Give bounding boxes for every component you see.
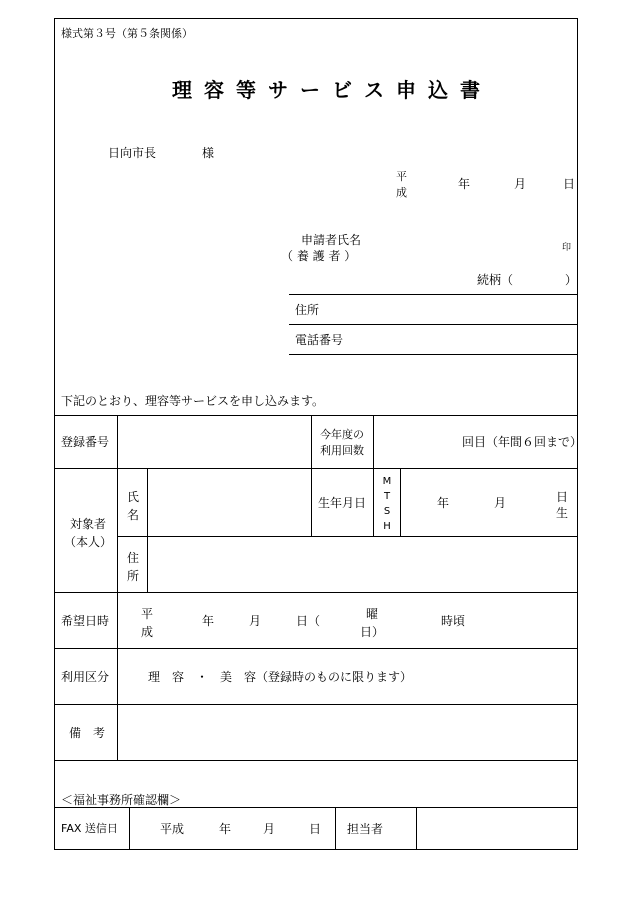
row-remarks-bottom	[54, 760, 578, 761]
applicant-phone-underline	[289, 354, 577, 355]
wish-time: 時頃	[441, 614, 466, 628]
birth-month: 月	[494, 496, 507, 510]
fax-year: 年	[219, 822, 232, 836]
era-h: H	[383, 521, 391, 532]
wish-date-label: 希望日時	[61, 614, 110, 628]
form-title: 理容等サービス申込書	[172, 78, 492, 102]
relation-label: 続柄（	[477, 273, 514, 287]
era-s: S	[383, 506, 391, 517]
birth-date-label: 生年月日	[318, 496, 367, 510]
staff-label: 担当者	[347, 822, 384, 836]
row-wish-bottom	[54, 648, 578, 649]
era-t: T	[383, 491, 391, 502]
office-col-2	[335, 807, 336, 850]
office-section-label: ＜福祉事務所確認欄＞	[61, 793, 182, 807]
date-day: 日	[563, 177, 576, 191]
office-col-3	[416, 807, 417, 850]
era-m: M	[382, 476, 392, 487]
frame-left	[54, 18, 55, 850]
seal-mark: 印	[562, 243, 572, 253]
usage-count-label: 今年度の 利用回数	[320, 428, 364, 457]
usage-count-unit: 回目（年間６回まで）	[462, 435, 583, 449]
frame-top	[54, 18, 578, 19]
applicant-name-label: 申請者氏名	[301, 233, 362, 247]
wish-weekday: 曜 日）	[360, 607, 385, 639]
fax-date-label: FAX 送信日	[61, 822, 118, 835]
intro-text: 下記のとおり、理容等サービスを申し込みます。	[61, 394, 325, 408]
frame-bottom	[54, 849, 578, 850]
mayor-honorific: 様	[202, 146, 215, 160]
era-options	[381, 474, 393, 534]
mayor-label: 日向市長	[108, 146, 157, 160]
wish-era: 平 成	[141, 607, 154, 639]
subject-name-label: 氏 名	[127, 490, 140, 522]
date-year: 年	[458, 177, 471, 191]
subject-address-label: 住 所	[127, 551, 140, 583]
category-value: 理 容 ・ 美 容（登録時のものに限ります）	[148, 670, 413, 684]
office-col-1	[129, 807, 130, 850]
applicant-phone-label: 電話番号	[295, 333, 344, 347]
applicant-address-underline	[289, 324, 577, 325]
applicant-name-underline	[289, 294, 577, 295]
office-table-top	[54, 807, 578, 808]
row-name-bottom	[117, 536, 578, 537]
col-era-right	[400, 468, 401, 536]
row-reg-bottom	[54, 468, 578, 469]
remarks-label: 備 考	[69, 726, 106, 740]
subject-label: 対象者 （本人）	[63, 517, 112, 549]
fax-era: 平成	[160, 822, 185, 836]
guardian-label: （ 養 護 者 ）	[281, 249, 357, 263]
col-usage-left	[311, 415, 312, 536]
date-month: 月	[514, 177, 527, 191]
wish-year: 年	[202, 614, 215, 628]
col-subsection	[147, 468, 148, 592]
relation-close: ）	[565, 273, 578, 287]
frame-right	[577, 18, 578, 850]
table-top-line	[54, 415, 578, 416]
applicant-address-label: 住所	[295, 303, 320, 317]
row-subject-bottom	[54, 592, 578, 593]
wish-day: 日（	[296, 614, 321, 628]
birth-year: 年	[437, 496, 450, 510]
reg-no-label: 登録番号	[61, 435, 110, 449]
row-category-bottom	[54, 704, 578, 705]
form-reference: 様式第３号（第５条関係）	[61, 27, 193, 40]
birth-day-suffix: 日 生	[556, 490, 569, 520]
col-label-divider	[117, 415, 118, 760]
wish-month: 月	[249, 614, 262, 628]
fax-day: 日	[309, 822, 322, 836]
date-era: 平 成	[396, 170, 407, 199]
category-label: 利用区分	[61, 670, 110, 684]
fax-month: 月	[263, 822, 276, 836]
